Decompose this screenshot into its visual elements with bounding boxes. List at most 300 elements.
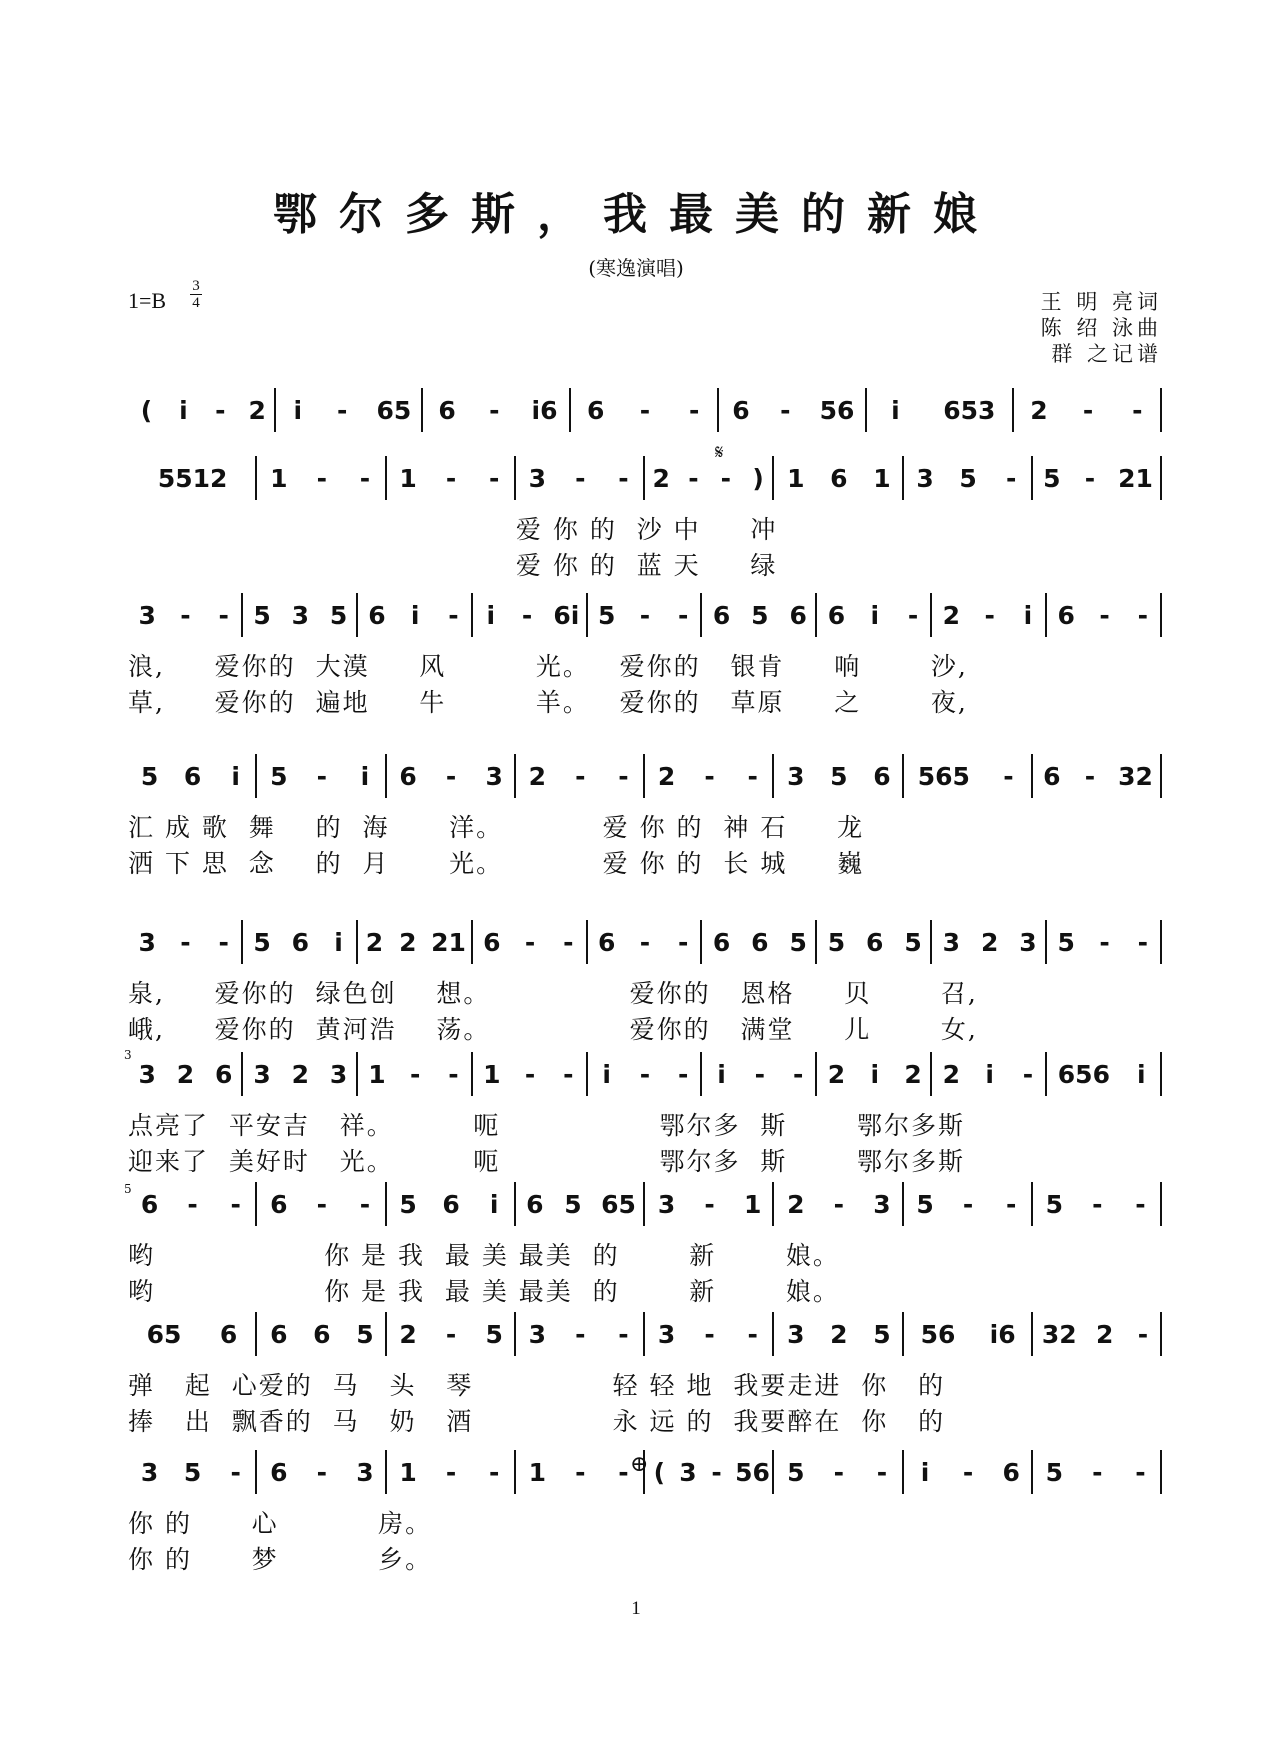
note: 65 — [601, 1189, 636, 1219]
note: - — [575, 1319, 586, 1349]
note: 3 — [528, 463, 546, 493]
note: 2 — [827, 1059, 846, 1089]
notation-line — [128, 460, 1162, 496]
note: 32 — [1118, 761, 1153, 791]
note: 5 — [904, 927, 922, 957]
note: - — [984, 600, 995, 630]
note: 6 — [183, 761, 202, 791]
note: - — [792, 1059, 804, 1089]
note: i — [1023, 600, 1033, 630]
note: - — [639, 1059, 651, 1089]
measure — [702, 1056, 817, 1092]
measure — [1033, 460, 1162, 496]
bar-line — [1160, 920, 1162, 964]
note: - — [1092, 1189, 1103, 1219]
note: 5 — [751, 600, 769, 630]
lyric-line: 弹 起 心爱的 马 头 琴 轻 轻 地 我要走进 你 的 — [128, 1371, 946, 1400]
note: - — [1005, 463, 1017, 493]
note: 6 — [270, 1457, 288, 1487]
note: - — [688, 463, 699, 493]
note: ( — [653, 1457, 666, 1487]
measure — [774, 460, 903, 496]
note: 6 — [587, 395, 605, 425]
note: 5512 — [157, 463, 228, 493]
note: - — [907, 600, 919, 630]
measure — [243, 597, 358, 633]
note: - — [180, 600, 191, 630]
note: i6 — [989, 1319, 1016, 1349]
note: 653 — [943, 395, 996, 425]
measure — [932, 597, 1047, 633]
measure — [904, 1454, 1033, 1490]
measure — [588, 924, 703, 960]
lyric-line: 洒 下 思 念 的 月 光。 爱 你 的 长 城 巍 — [128, 849, 865, 878]
measure — [645, 1316, 774, 1352]
note: i — [920, 1457, 930, 1487]
note: 56 — [819, 395, 855, 425]
lyric-line: 你 的 梦 乡。 — [128, 1545, 433, 1574]
measure — [817, 1056, 932, 1092]
note: 656 — [1057, 1059, 1110, 1089]
note: 1 — [528, 1457, 546, 1487]
measure — [588, 597, 703, 633]
note: - — [1137, 1319, 1149, 1349]
note: - — [678, 927, 689, 957]
note: - — [639, 927, 651, 957]
note: i — [602, 1059, 611, 1089]
note: 5 — [597, 600, 616, 630]
note: 2 — [248, 395, 266, 425]
measure — [932, 924, 1047, 960]
note: - — [1005, 1189, 1017, 1219]
note: 6 — [827, 600, 846, 630]
note: 3 — [291, 600, 309, 630]
note: 1 — [743, 1189, 762, 1219]
bar-line — [1160, 593, 1162, 637]
note: - — [445, 1457, 457, 1487]
note: 6 — [526, 1189, 544, 1219]
note: - — [575, 463, 586, 493]
note: 5 — [787, 1457, 805, 1487]
measure — [645, 460, 774, 496]
note: - — [639, 600, 651, 630]
note: 21 — [1118, 463, 1153, 493]
note: 5 — [485, 1319, 503, 1349]
note: 5 — [329, 600, 348, 630]
note: 6 — [1002, 1457, 1020, 1487]
notation-line — [128, 1056, 1162, 1092]
note: 32 — [1041, 1319, 1077, 1349]
note: 3 — [942, 927, 961, 957]
measure — [516, 460, 645, 496]
measure — [276, 392, 424, 428]
subtitle: (寒逸演唱) — [588, 256, 684, 280]
note: 3 — [916, 463, 934, 493]
note: 6 — [219, 1319, 238, 1349]
measure — [423, 392, 571, 428]
measure — [128, 1056, 243, 1092]
key-signature: 1=B — [128, 288, 167, 313]
note: - — [962, 1457, 974, 1487]
note: - — [1137, 600, 1148, 630]
note: - — [711, 1457, 722, 1487]
measure — [387, 1186, 516, 1222]
note: 5 — [253, 600, 271, 630]
note: 6 — [483, 927, 501, 957]
bar-line — [1160, 1450, 1162, 1494]
note: 5 — [1057, 927, 1075, 957]
note: - — [678, 600, 689, 630]
bar-line — [1160, 1312, 1162, 1356]
note: 3 — [329, 1059, 348, 1089]
measure — [645, 1186, 774, 1222]
note: 1 — [787, 463, 805, 493]
measure — [774, 1316, 903, 1352]
note: i — [717, 1059, 726, 1089]
lyric-line: 峨, 爱你的 黄河浩 荡。 爱你的 满堂 儿 女, — [128, 1015, 978, 1044]
note: 2 — [176, 1059, 195, 1089]
note: - — [1082, 395, 1094, 425]
measure — [128, 758, 257, 794]
note: 6 — [1057, 600, 1075, 630]
note: 2 — [365, 927, 384, 957]
note: - — [488, 1457, 500, 1487]
bar-line — [1160, 1182, 1162, 1226]
measure — [358, 597, 473, 633]
note: - — [230, 1189, 241, 1219]
note: 3 — [356, 1457, 374, 1487]
note: i — [293, 395, 303, 425]
measure — [645, 1454, 774, 1490]
lyric-line: 浪, 爱你的 大漠 风 光。 爱你的 银肯 响 沙, — [128, 652, 968, 681]
measure — [243, 1056, 358, 1092]
measure — [702, 924, 817, 960]
lyric-line: 捧 出 飘香的 马 奶 酒 永 远 的 我要醉在 你 的 — [128, 1407, 946, 1436]
note: i — [489, 1189, 499, 1219]
lyric-line: 哟 你 是 我 最 美 最美 的 新 娘。 — [128, 1277, 840, 1306]
note: 3 — [873, 1189, 891, 1219]
note: ) — [752, 463, 764, 493]
lyric-line: 汇 成 歌 舞 的 海 洋。 爱 你 的 神 石 龙 — [128, 813, 865, 842]
note: - — [575, 1457, 586, 1487]
note: - — [563, 1059, 574, 1089]
measure — [904, 460, 1033, 496]
note: i — [870, 1059, 880, 1089]
note: 6 — [291, 927, 309, 957]
page-number: 1 — [631, 1598, 641, 1619]
note: i — [360, 761, 370, 791]
notation-line — [128, 1316, 1162, 1352]
lyric-line: 草, 爱你的 遍地 牛 羊。 爱你的 草原 之 夜, — [128, 688, 968, 717]
measure — [128, 1454, 257, 1490]
note: - — [1092, 1457, 1103, 1487]
note: 1 — [873, 463, 891, 493]
measure — [904, 1316, 1033, 1352]
note: 565 — [917, 761, 970, 791]
bar-line — [1160, 754, 1162, 798]
note: 6 — [712, 927, 731, 957]
measure — [358, 1056, 473, 1092]
note: i — [486, 600, 496, 630]
measure — [128, 1186, 257, 1222]
note: 1 — [270, 463, 288, 493]
bar-line — [1160, 388, 1162, 432]
note: - — [962, 1189, 974, 1219]
measure — [257, 1316, 386, 1352]
note: 5 — [253, 927, 271, 957]
bar-line — [1160, 1052, 1162, 1096]
note: 5 — [1043, 463, 1061, 493]
note: - — [187, 1189, 198, 1219]
note: 56 — [920, 1319, 956, 1349]
note: - — [876, 1457, 888, 1487]
note: 6 — [313, 1319, 331, 1349]
note: - — [563, 927, 574, 957]
measure — [473, 597, 588, 633]
measure — [387, 1316, 516, 1352]
note: - — [1099, 927, 1110, 957]
note: 5 — [399, 1189, 417, 1219]
note: - — [448, 600, 459, 630]
measure — [645, 758, 774, 794]
note: i — [870, 600, 880, 630]
measure — [387, 460, 516, 496]
note: 56 — [735, 1457, 770, 1487]
note: 6 — [1043, 761, 1061, 791]
note: 6 — [399, 761, 417, 791]
notation-line — [128, 597, 1162, 633]
note: 3 — [253, 1059, 271, 1089]
note: - — [316, 463, 328, 493]
note: 5 — [183, 1457, 202, 1487]
measure — [516, 1186, 645, 1222]
note: i — [231, 761, 240, 791]
measure — [257, 758, 386, 794]
measure — [128, 1316, 257, 1352]
measure — [128, 924, 243, 960]
lyric-line: 爱 你 的 沙 中 冲 — [128, 515, 778, 544]
note: - — [618, 1319, 629, 1349]
measure — [1014, 392, 1162, 428]
note: 5 — [140, 761, 159, 791]
note: - — [704, 761, 715, 791]
note: 3 — [140, 1457, 159, 1487]
note: - — [218, 927, 229, 957]
note: - — [1132, 395, 1143, 425]
note: 6 — [597, 927, 616, 957]
note: - — [704, 1189, 715, 1219]
note: 5 — [959, 463, 977, 493]
note: - — [618, 761, 629, 791]
note: 6 — [270, 1189, 288, 1219]
note: - — [316, 1189, 328, 1219]
measure — [1047, 924, 1162, 960]
segno-icon: 𝄋 — [715, 440, 724, 464]
note: - — [180, 927, 191, 957]
note: i — [410, 600, 420, 630]
coda-icon: ⊕ — [630, 1452, 649, 1477]
note: - — [704, 1319, 715, 1349]
note: - — [409, 1059, 421, 1089]
measure — [774, 1454, 903, 1490]
note: 6 — [866, 927, 884, 957]
note: 2 — [830, 1319, 848, 1349]
note: 5 — [789, 927, 807, 957]
note: 3 — [657, 1319, 676, 1349]
note: 1 — [399, 463, 417, 493]
measure — [904, 1186, 1033, 1222]
note: 2 — [652, 463, 670, 493]
note: 6 — [368, 600, 386, 630]
note: 5 — [270, 761, 288, 791]
note: 2 — [1096, 1319, 1114, 1349]
note: - — [445, 1319, 457, 1349]
note: - — [218, 600, 229, 630]
note: 2 — [399, 1319, 417, 1349]
measure — [774, 1186, 903, 1222]
note: 65 — [376, 395, 412, 425]
note: - — [618, 1457, 629, 1487]
lyric-line: 爱 你 的 蓝 天 绿 — [128, 551, 778, 580]
measure — [128, 597, 243, 633]
note: i — [179, 395, 188, 425]
measure — [128, 392, 276, 428]
note: - — [316, 761, 328, 791]
note: 6 — [215, 1059, 233, 1089]
note: 2 — [291, 1059, 309, 1089]
note: - — [359, 1189, 371, 1219]
note: - — [678, 1059, 689, 1089]
note: i — [1137, 1059, 1146, 1089]
note: 6 — [270, 1319, 288, 1349]
note: 2 — [657, 761, 676, 791]
measure — [516, 758, 645, 794]
note: 5 — [1045, 1189, 1063, 1219]
note: 6 — [438, 395, 456, 425]
measure — [1033, 1316, 1162, 1352]
note: 2 — [942, 1059, 961, 1089]
note: - — [575, 761, 586, 791]
note: 21 — [431, 927, 466, 957]
note: 3 — [1019, 927, 1037, 957]
note: 2 — [787, 1189, 805, 1219]
time-signature — [188, 278, 204, 311]
note: 2 — [528, 761, 546, 791]
note: i — [334, 927, 343, 957]
note: 5 — [564, 1189, 582, 1219]
note: - — [359, 463, 371, 493]
measure — [516, 1316, 645, 1352]
note: 3 — [485, 761, 503, 791]
note: - — [1099, 600, 1110, 630]
note: - — [618, 463, 629, 493]
measure — [387, 1454, 516, 1490]
notation-line — [128, 758, 1162, 794]
note: - — [1084, 463, 1096, 493]
note: - — [639, 395, 651, 425]
note: 5 — [873, 1319, 891, 1349]
lyric-line: 点亮了 平安吉 祥。 呃 鄂尔多 斯 鄂尔多斯 — [128, 1111, 965, 1140]
note: - — [524, 1059, 536, 1089]
note: 3 — [787, 761, 805, 791]
meter-bottom: 4 — [192, 295, 200, 311]
measure — [387, 758, 516, 794]
note: 3 — [138, 1059, 156, 1089]
note: - — [448, 1059, 459, 1089]
note: - — [524, 927, 536, 957]
note: 3 — [787, 1319, 805, 1349]
measure — [1047, 1056, 1162, 1092]
bar-line — [1160, 456, 1162, 500]
measure — [516, 1454, 645, 1490]
composer-credit: 陈 绍 泳曲 — [1040, 316, 1162, 340]
note: 6i — [553, 600, 580, 630]
note: 1 — [399, 1457, 417, 1487]
lyricist-credit: 王 明 亮词 — [1040, 290, 1162, 314]
measure — [571, 392, 719, 428]
note: - — [747, 1319, 758, 1349]
note: - — [521, 600, 533, 630]
measure — [257, 460, 386, 496]
meter-top: 3 — [192, 278, 200, 294]
measure — [257, 1186, 386, 1222]
notation-line — [128, 392, 1162, 428]
note: 2 — [904, 1059, 922, 1089]
note: 6 — [789, 600, 807, 630]
note: i — [891, 395, 900, 425]
lyric-line: 泉, 爱你的 绿色创 想。 爱你的 恩格 贝 召, — [128, 979, 978, 1008]
note: 65 — [146, 1319, 182, 1349]
measure — [817, 924, 932, 960]
measure — [1033, 758, 1162, 794]
note: ( — [140, 395, 153, 425]
measure — [1047, 597, 1162, 633]
note: - — [720, 463, 731, 493]
song-title: 鄂尔多斯，我最美的新娘 — [273, 189, 999, 240]
note: - — [445, 761, 457, 791]
note: - — [1135, 1457, 1146, 1487]
measure — [473, 924, 588, 960]
note: 1 — [483, 1059, 501, 1089]
note: - — [833, 1457, 845, 1487]
notation-line — [128, 1186, 1162, 1222]
fermata-prefix-5: 5 — [124, 1182, 132, 1196]
note: 3 — [657, 1189, 676, 1219]
note: i6 — [531, 395, 558, 425]
note: - — [445, 463, 457, 493]
note: - — [1003, 761, 1014, 791]
note: 5 — [827, 927, 846, 957]
lyric-line: 迎来了 美好时 光。 呃 鄂尔多 斯 鄂尔多斯 — [128, 1147, 965, 1176]
note: - — [230, 1457, 241, 1487]
measure — [588, 1056, 703, 1092]
note: 1 — [368, 1059, 386, 1089]
note: 6 — [442, 1189, 460, 1219]
note: - — [1022, 1059, 1034, 1089]
note: 6 — [732, 395, 750, 425]
note: 6 — [751, 927, 769, 957]
note: - — [747, 761, 758, 791]
measure — [904, 758, 1033, 794]
note: 3 — [138, 600, 156, 630]
note: - — [336, 395, 348, 425]
note: 3 — [528, 1319, 546, 1349]
measure — [128, 460, 257, 496]
note: 5 — [356, 1319, 374, 1349]
notation-line — [128, 924, 1162, 960]
note: - — [689, 395, 700, 425]
note: 2 — [1030, 395, 1048, 425]
